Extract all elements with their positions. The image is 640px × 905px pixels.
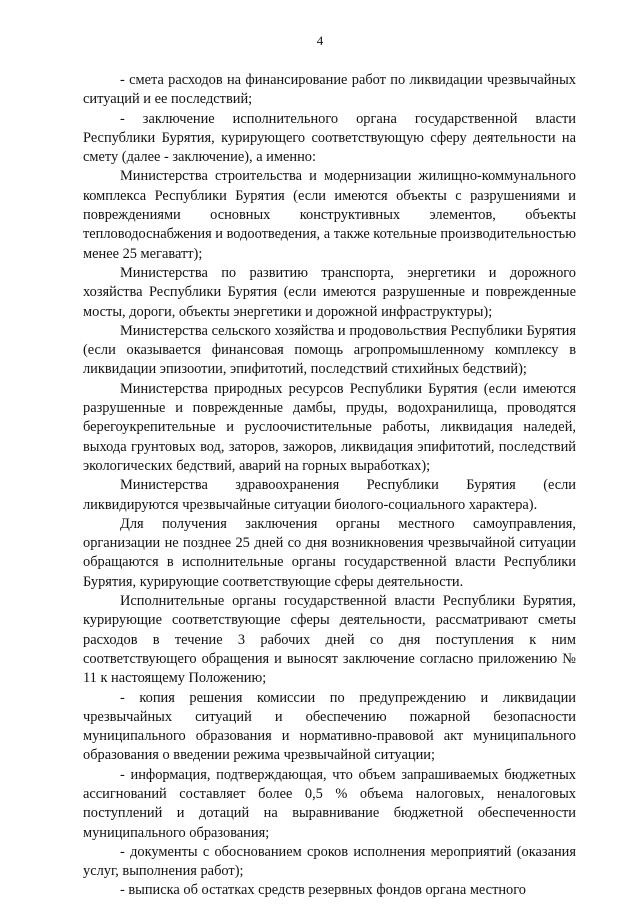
paragraph-reserve-fund-statement: - выписка об остатках средств резервных фондов органа местного [120,882,526,899]
paragraph-ministry-construction: Министерства строительства и модернизации жилищно-коммунального комплекса Республики Бурятия (если имеются объекты с разрушениями и повреждениями основных конструктивных элементов, объекты тепловодоснабжения и водоотведения, а также котельные производительностью менее 25 мегаватт); [83,168,576,262]
paragraph-budget-information: - информация, подтверждающая, что объем запрашиваемых бюджетных ассигнований составляет более 0,5 % объема налоговых, неналоговых поступлений и дотаций на выравнивание бюджетной обеспеченности муниципального образования; [83,766,576,841]
paragraph-deadline-documents: - документы с обоснованием сроков исполнения мероприятий (оказания услуг, выполнения работ); [83,843,576,880]
paragraph-commission-decision: - копия решения комиссии по предупреждению и ликвидации чрезвычайных ситуаций и обеспечению пожарной безопасности муниципального образования и нормативно-правовой акт муниципального образования о введении режима чрезвычайной ситуации; [83,689,576,764]
paragraph-ministry-agriculture: Министерства сельского хозяйства и продовольствия Республики Бурятия (если оказывается финансовая помощь агропромышленному комплексу в ликвидации эпизоотии, эпифитотий, последствий стихийных бедствий); [83,322,576,378]
paragraph-ministry-health: Министерства здравоохранения Республики Бурятия (если ликвидируются чрезвычайные ситуации биолого-социального характера). [83,477,576,513]
paragraph-ministry-natural-resources: Министерства природных ресурсов Республики Бурятия (если имеются разрушенные и поврежденные дамбы, пруды, водохранилища, проводятся берегоукрепительные и руслоочистительные работы, ликвидация наледей, выхода грунтовых вод, заторов, зажоров, ликвидация эпифитотий, последствий экологических бедствий, аварий на горных выработках); [83,380,576,474]
paragraph-ministry-transport: Министерства по развитию транспорта, энергетики и дорожного хозяйства Республики Бурятия (если имеются разрушенные и поврежденные мосты, дороги, объекты энергетики и дорожной инфраструктуры); [83,264,576,320]
paragraph-estimate: - смета расходов на финансирование работ по ликвидации чрезвычайных ситуаций и ее последствий; [83,72,576,108]
paragraph-obtaining-conclusion: Для получения заключения органы местного самоуправления, организации не позднее 25 дней со дня возникновения чрезвычайной ситуации обращаются в исполнительные органы государственной власти Республики Бурятия, курирующие соответствующие сферы деятельности. [83,515,576,590]
paragraph-conclusion: - заключение исполнительного органа государственной власти Республики Бурятия, курирующего соответствующую сферу деятельности на смету (далее - заключение), а именно: [83,110,576,166]
page-number: 4 [316,33,324,48]
paragraph-executive-bodies: Исполнительные органы государственной власти Республики Бурятия, курирующие соответствующие сферы деятельности, рассматривают сметы расходов в течение 3 рабочих дней со дня поступления к ним соответствующего обращения и выносят заключение согласно приложению № 11 к настоящему Положению; [83,593,576,687]
document-body [83,71,576,901]
